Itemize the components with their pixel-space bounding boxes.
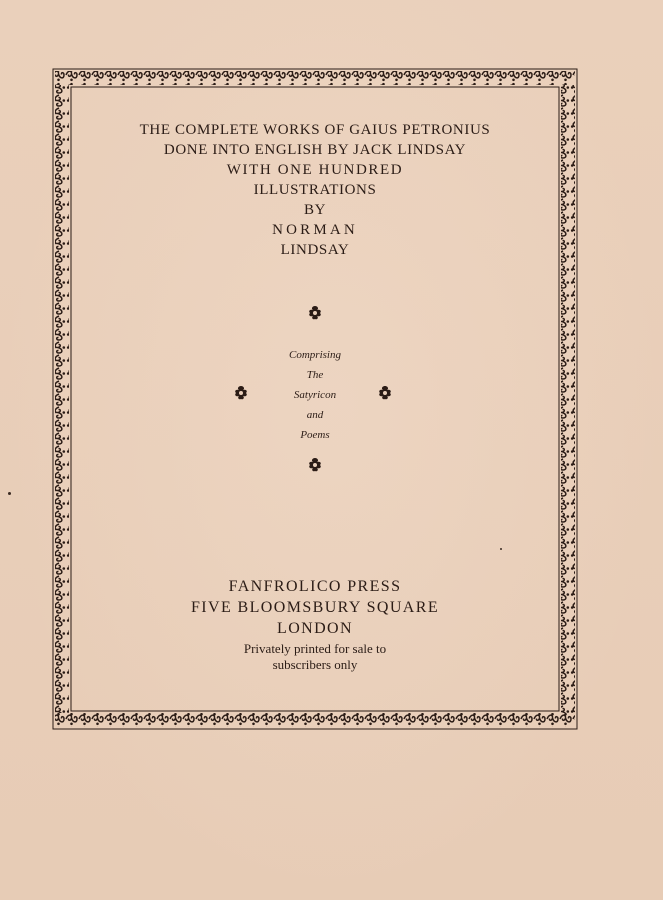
contents-line-5: Poems [300,429,330,441]
title-line-7: LINDSAY [280,242,350,258]
publisher-line-1: FANFROLICO PRESS [228,578,402,595]
floral-fleuron-icon [306,456,324,477]
title-line-2: DONE INTO ENGLISH BY JACK LINDSAY [163,142,467,158]
title-line-4: ILLUSTRATIONS [253,182,377,198]
title-line-1: THE COMPLETE WORKS OF GAIUS PETRONIUS [139,122,491,138]
publisher-line-2: FIVE BLOOMSBURY SQUARE [190,599,440,616]
contents-line-3: Satyricon [293,389,337,401]
floral-fleuron-icon [306,304,324,325]
contents-line-4: and [306,409,324,421]
contents-line-1: Comprising [289,349,341,361]
paper-speck [8,492,11,495]
note-line-1: Privately printed for sale to [243,641,387,656]
title-line-5: BY [303,202,327,218]
title-line-6: NORMAN [272,222,358,238]
publisher-block [52,576,578,673]
paper-speck [500,548,502,550]
contents-line-2: The [306,369,324,381]
publisher-line-3: LONDON [277,620,353,637]
contents-block [52,345,578,445]
note-line-2: subscribers only [272,657,358,672]
title-line-3: WITH ONE HUNDRED [226,162,404,178]
title-block [52,120,578,260]
